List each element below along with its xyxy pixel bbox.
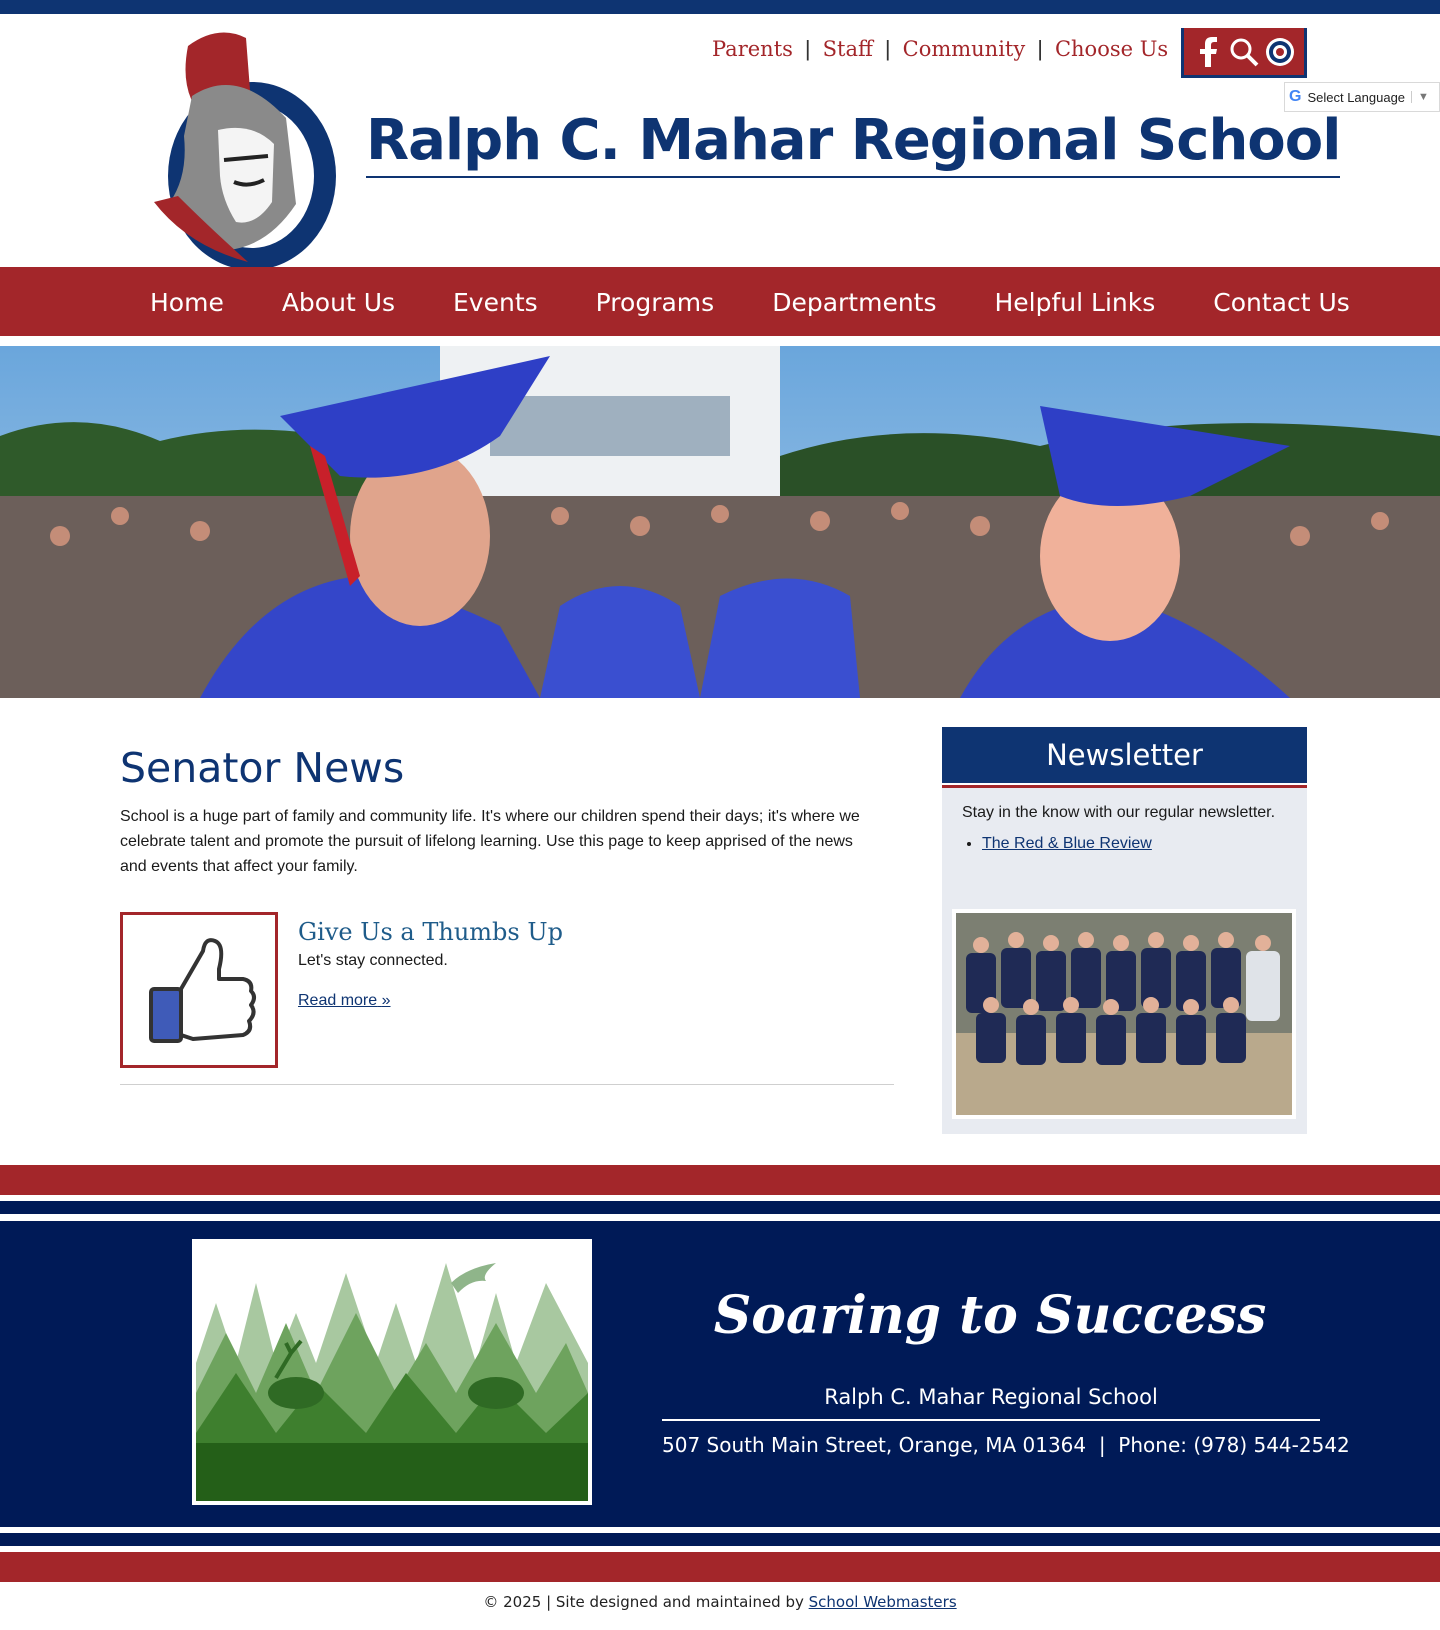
copyright-text: © 2025 | Site designed and maintained by bbox=[483, 1593, 804, 1611]
top-link-community[interactable]: Community bbox=[902, 37, 1026, 61]
footer-stripe-red-bottom bbox=[0, 1552, 1440, 1582]
post-title[interactable]: Give Us a Thumbs Up bbox=[298, 918, 563, 946]
social-icon-box bbox=[1181, 28, 1307, 78]
webmasters-link[interactable]: School Webmasters bbox=[808, 1593, 957, 1611]
forest-wildlife-image bbox=[192, 1239, 592, 1505]
team-photo bbox=[952, 909, 1296, 1119]
post-divider bbox=[120, 1084, 894, 1085]
site-title[interactable]: Ralph C. Mahar Regional School bbox=[366, 106, 1340, 178]
footer-school-name: Ralph C. Mahar Regional School bbox=[824, 1385, 1158, 1409]
double-chevron-right-icon: » bbox=[381, 992, 391, 1009]
footer-stripe-navy-bottom bbox=[0, 1533, 1440, 1546]
top-accent-bar bbox=[0, 0, 1440, 14]
newsletter-link-red-blue-review[interactable]: The Red & Blue Review bbox=[982, 835, 1152, 852]
link-separator: | bbox=[1037, 36, 1043, 61]
newsletter-links bbox=[942, 825, 1307, 853]
top-link-parents[interactable]: Parents bbox=[712, 37, 793, 61]
top-link-choose-us[interactable]: Choose Us bbox=[1054, 37, 1169, 61]
newsletter-heading: Newsletter bbox=[942, 727, 1307, 783]
copyright-line bbox=[0, 1593, 1440, 1611]
post-thumbnail[interactable] bbox=[120, 912, 278, 1068]
link-separator: | bbox=[804, 36, 811, 61]
district-seal-icon[interactable] bbox=[1264, 36, 1296, 68]
read-more-link[interactable] bbox=[298, 992, 391, 1010]
senator-logo[interactable] bbox=[148, 26, 342, 272]
footer-address: 507 South Main Street, Orange, MA 01364 | Phone: (978) 544-2542 bbox=[662, 1433, 1350, 1457]
nav-item-about-us[interactable]: About Us bbox=[281, 287, 396, 317]
intro-paragraph: School is a huge part of family and community life. It's where our children spend their days; it's where we celebrate talent and promote the pursuit of lifelong learning. Use this page to keep apprised of the news and events that affect your family. bbox=[120, 808, 860, 875]
nav-item-helpful-links[interactable]: Helpful Links bbox=[994, 287, 1156, 317]
site-footer bbox=[0, 1221, 1440, 1527]
main-navigation bbox=[0, 267, 1440, 340]
newsletter-panel bbox=[942, 727, 1307, 1134]
google-icon: G bbox=[1289, 88, 1302, 105]
nav-item-departments[interactable]: Departments bbox=[772, 287, 937, 317]
nav-item-home[interactable]: Home bbox=[150, 287, 224, 317]
hero-graduation-photo bbox=[0, 346, 1440, 698]
thumbs-up-icon bbox=[123, 915, 275, 1065]
language-selector-label: Select Language bbox=[1307, 89, 1406, 105]
footer-divider bbox=[662, 1419, 1320, 1421]
footer-stripe-red bbox=[0, 1165, 1440, 1195]
nav-item-programs[interactable]: Programs bbox=[595, 287, 715, 317]
page-title: Senator News bbox=[120, 744, 405, 792]
top-link-staff[interactable]: Staff bbox=[822, 37, 873, 61]
footer-slogan: Soaring to Success bbox=[713, 1285, 1267, 1346]
read-more-label: Read more bbox=[298, 992, 378, 1009]
search-icon[interactable] bbox=[1228, 36, 1260, 68]
facebook-icon[interactable] bbox=[1192, 36, 1224, 68]
site-header bbox=[0, 14, 1440, 267]
post-summary: Let's stay connected. bbox=[298, 952, 448, 969]
nav-item-contact-us[interactable]: Contact Us bbox=[1213, 287, 1350, 317]
chevron-down-icon: ▼ bbox=[1411, 91, 1429, 103]
link-separator: | bbox=[884, 36, 891, 61]
list-item bbox=[982, 835, 1307, 853]
nav-item-events[interactable]: Events bbox=[453, 287, 538, 317]
footer-stripe-navy bbox=[0, 1201, 1440, 1214]
top-utility-links bbox=[712, 36, 1168, 62]
newsletter-description: Stay in the know with our regular newsletter. bbox=[962, 804, 1276, 821]
